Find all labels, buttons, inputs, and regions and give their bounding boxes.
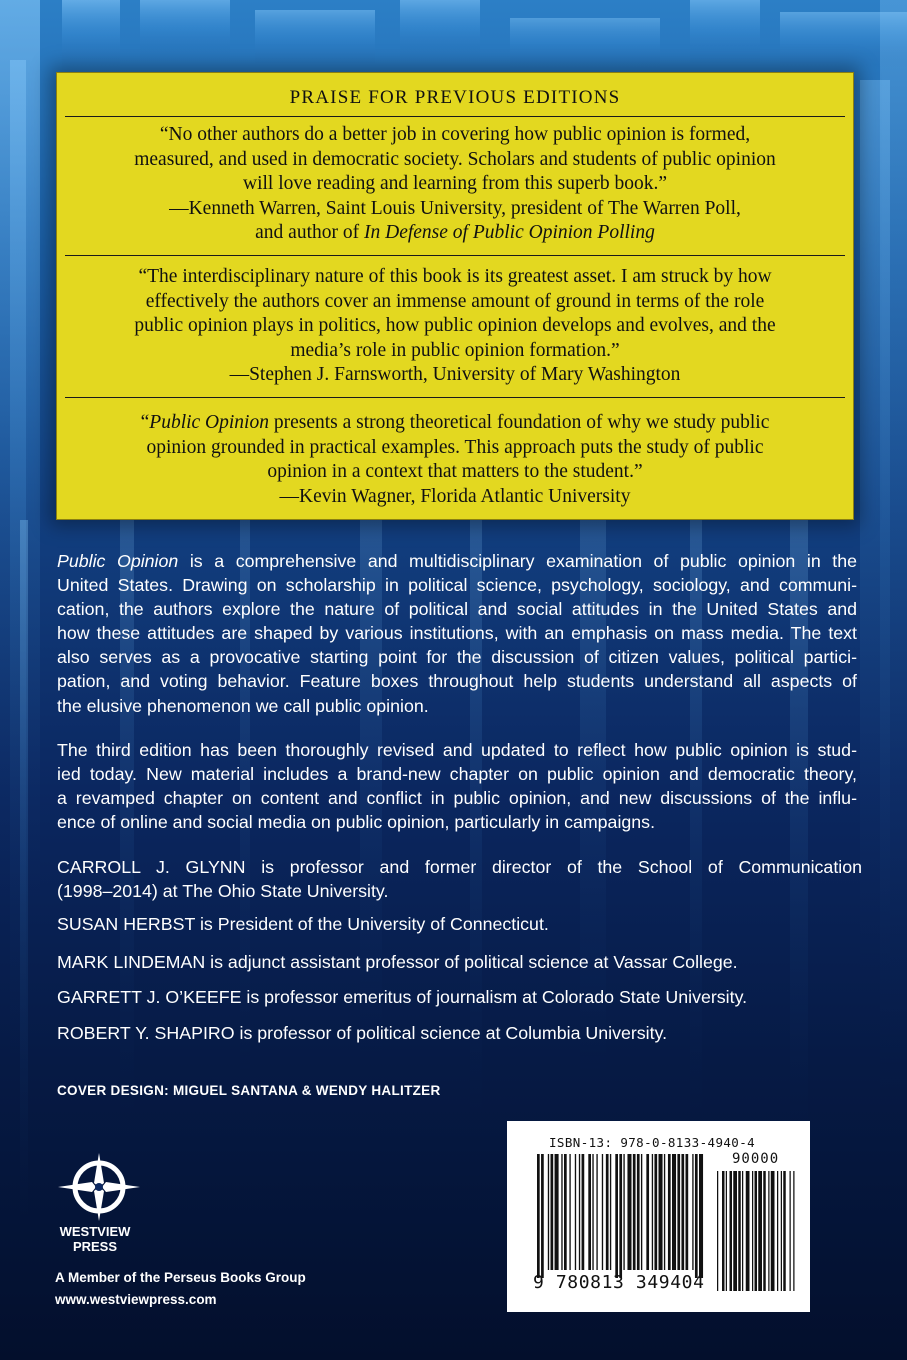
quote-line: “The interdisciplinary nature of this book is its greatest asset. I am struck by how: [138, 266, 772, 287]
addon-bar: [793, 1171, 794, 1291]
quote-attribution: —Kevin Wagner, Florida Atlantic University: [279, 485, 631, 507]
logo-line2: PRESS: [72, 1239, 118, 1254]
barcode-bar: [637, 1154, 640, 1270]
description-line: pation, and voting behavior. Feature boxes throughout help students understand all aspects of: [57, 671, 857, 692]
description-line: ied today. New material includes a brand-new chapter on public opinion and democratic theory,: [57, 764, 857, 785]
author-bio-text: is professor emeritus of journalism at Colorado State University.: [241, 987, 748, 1007]
barcode-bar: [677, 1154, 680, 1270]
addon-bar: [717, 1171, 718, 1291]
quote-line: “No other authors do a better job in covering how public opinion is formed,: [159, 124, 751, 145]
praise-divider: [65, 116, 845, 117]
quote-first-line: “Public Opinion presents a strong theoretical foundation of why we study public: [140, 412, 770, 433]
description-line: [57, 549, 857, 573]
quote-line: effectively the authors cover an immense amount of ground in terms of the role: [145, 290, 765, 312]
addon-bar: [758, 1171, 762, 1291]
description-line: ence of online and social media on public opinion, particularly in campaigns.: [57, 812, 656, 833]
barcode-bar: [582, 1154, 585, 1270]
barcode-bar: [627, 1154, 631, 1270]
bio-line: [57, 985, 862, 1009]
addon-bar: [726, 1171, 727, 1291]
author-name: SUSAN HERBST: [57, 914, 196, 934]
description-line: The third edition has been thoroughly revised and updated to reflect how public opinion is stud-: [57, 740, 857, 760]
addon-bar: [746, 1171, 750, 1291]
addon-bar: [783, 1171, 786, 1291]
barcode-bar: [596, 1154, 597, 1270]
quote-attribution: —Kenneth Warren, Saint Louis University, president of The Warren Poll,: [169, 197, 741, 219]
barcode-bar: [664, 1154, 665, 1270]
barcode-bar: [668, 1154, 671, 1270]
publisher-website: www.westviewpress.com: [55, 1292, 217, 1307]
quote-attribution: —Stephen J. Farnsworth, University of Mary Washington: [229, 364, 681, 385]
barcode-panel: [507, 1121, 810, 1312]
barcode-bar: [602, 1154, 603, 1270]
isbn-label: ISBN-13: 978-0-8133-4940-4: [549, 1135, 756, 1150]
description-line-rest: is a comprehensive and multidisciplinary examination of public opinion in the: [178, 551, 857, 571]
addon-bar: [752, 1171, 753, 1291]
barcode-bar: [641, 1154, 642, 1270]
quote-line-rest: presents a strong theoretical foundation of why we study public: [268, 412, 770, 433]
barcode-bar: [654, 1154, 657, 1270]
book-title: Public Opinion: [149, 412, 269, 433]
barcode-bar: [592, 1154, 593, 1270]
barcode-bar: [633, 1154, 636, 1270]
quote-line: measured, and used in democratic society. Scholars and students of public opinion: [134, 148, 776, 170]
praise-divider: [65, 397, 845, 398]
praise-box: [56, 72, 854, 520]
quote-line: media’s role in public opinion formation.”: [290, 339, 620, 361]
description-line: United States. Drawing on scholarship in political science, psychology, sociology, and communi-: [57, 575, 857, 596]
cover-design-credit: COVER DESIGN: MIGUEL SANTANA & WENDY HALITZER: [57, 1083, 441, 1098]
quote-line: public opinion plays in politics, how public opinion develops and evolves, and the: [134, 315, 776, 336]
barcode-bar: [561, 1154, 562, 1270]
book-title: Public Opinion: [57, 551, 179, 571]
barcode-bar: [681, 1154, 684, 1270]
description-line: also serves as a provocative starting point for the discussion of citizen values, political partici-: [57, 647, 857, 668]
barcode-bar: [652, 1154, 653, 1270]
author-bio-text: is President of the University of Connecticut.: [195, 914, 549, 934]
author-bio-herbst: [57, 912, 862, 936]
bio-line: [57, 855, 862, 879]
barcode-bar: [623, 1154, 624, 1270]
addon-bar: [781, 1171, 782, 1291]
barcode-bar: [537, 1154, 540, 1278]
author-bio-okeefe: [57, 985, 862, 1009]
addon-bars: [717, 1171, 795, 1291]
logo-line1: WESTVIEW: [59, 1224, 131, 1239]
bio-line: [57, 1021, 862, 1045]
barcode-bar: [695, 1154, 698, 1278]
addon-bar: [755, 1171, 758, 1291]
barcode-bar: [699, 1154, 703, 1278]
barcode-bar: [615, 1154, 618, 1278]
ean-bars: [537, 1154, 703, 1278]
praise-heading: PRAISE FOR PREVIOUS EDITIONS: [289, 87, 621, 108]
author-bio-glynn: [57, 855, 862, 903]
description-paragraph-2: [57, 738, 857, 834]
author-bio-text: is adjunct assistant professor of political science at Vassar College.: [205, 952, 738, 972]
publisher-logo-text: [40, 1224, 150, 1254]
praise-quote-1: [73, 123, 837, 246]
ean-digits: 9 780813 349404: [533, 1272, 705, 1293]
praise-divider: [65, 255, 845, 256]
description-line: a revamped chapter on content and conflict in public opinion, and new discussions of the influ-: [57, 788, 857, 809]
barcode-bar: [548, 1154, 549, 1270]
author-bio-text: is professor of political science at Columbia University.: [234, 1023, 668, 1043]
addon-bar: [733, 1171, 737, 1291]
addon-bar: [771, 1171, 775, 1291]
author-bio-shapiro: [57, 1021, 862, 1045]
quote-attribution-line2: [73, 221, 837, 246]
barcode-bar: [575, 1154, 576, 1270]
bio-line: [57, 912, 862, 936]
publisher-member-line: A Member of the Perseus Books Group: [55, 1270, 306, 1285]
addon-bar: [730, 1171, 733, 1291]
barcode-bar: [564, 1154, 567, 1270]
book-title: In Defense of Public Opinion Polling: [364, 222, 655, 243]
barcode-bar: [659, 1154, 663, 1270]
quote-line: opinion in a context that matters to the student.”: [267, 461, 643, 482]
addon-bar: [777, 1171, 778, 1291]
description-line: the elusive phenomenon we call public opinion.: [57, 695, 429, 716]
barcode-bar: [686, 1154, 689, 1270]
author-name: CARROLL J. GLYNN: [57, 857, 246, 877]
barcode-bar: [610, 1154, 611, 1270]
author-name: ROBERT Y. SHAPIRO: [57, 1023, 235, 1043]
author-name: GARRETT J. O’KEEFE: [57, 987, 242, 1007]
bio-line: [57, 950, 862, 974]
description-line: cation, the authors explore the nature of political and social attitudes in the United States and: [57, 599, 857, 620]
author-bio-text: is professor and former director of the School of Communication: [245, 857, 862, 877]
barcode-bar: [606, 1154, 609, 1270]
addon-bar: [738, 1171, 741, 1291]
barcode-bar: [619, 1154, 622, 1278]
addon-bar: [768, 1171, 769, 1291]
addon-bar: [742, 1171, 743, 1291]
barcode-bar: [672, 1154, 676, 1270]
author-name: MARK LINDEMAN: [57, 952, 206, 972]
barcode-bar: [588, 1154, 591, 1270]
barcode-bar: [541, 1154, 544, 1278]
description-line: how these attitudes are shaped by various institutions, with an emphasis on mass media. The text: [57, 623, 857, 644]
barcode-bar: [569, 1154, 570, 1270]
description-paragraph-1: [57, 549, 857, 718]
bio-line: (1998–2014) at The Ohio State University.: [57, 881, 389, 901]
quote-line: opinion grounded in practical examples. This approach puts the study of public: [146, 436, 764, 458]
addon-bar: [763, 1171, 766, 1291]
barcode-bar: [692, 1154, 693, 1270]
praise-quote-3: [73, 411, 837, 509]
price-code: 90000: [732, 1151, 780, 1167]
barcode-bar: [551, 1154, 554, 1270]
quote-line: will love reading and learning from this superb book.”: [242, 173, 668, 194]
barcode-bar: [555, 1154, 559, 1270]
barcode-bar: [579, 1154, 580, 1270]
addon-bar: [790, 1171, 791, 1291]
addon-bar: [722, 1171, 725, 1291]
barcode-bar: [646, 1154, 649, 1270]
attribution-prefix: and author of: [255, 222, 364, 243]
praise-quote-2: [73, 265, 837, 388]
author-bio-lindeman: [57, 950, 862, 974]
